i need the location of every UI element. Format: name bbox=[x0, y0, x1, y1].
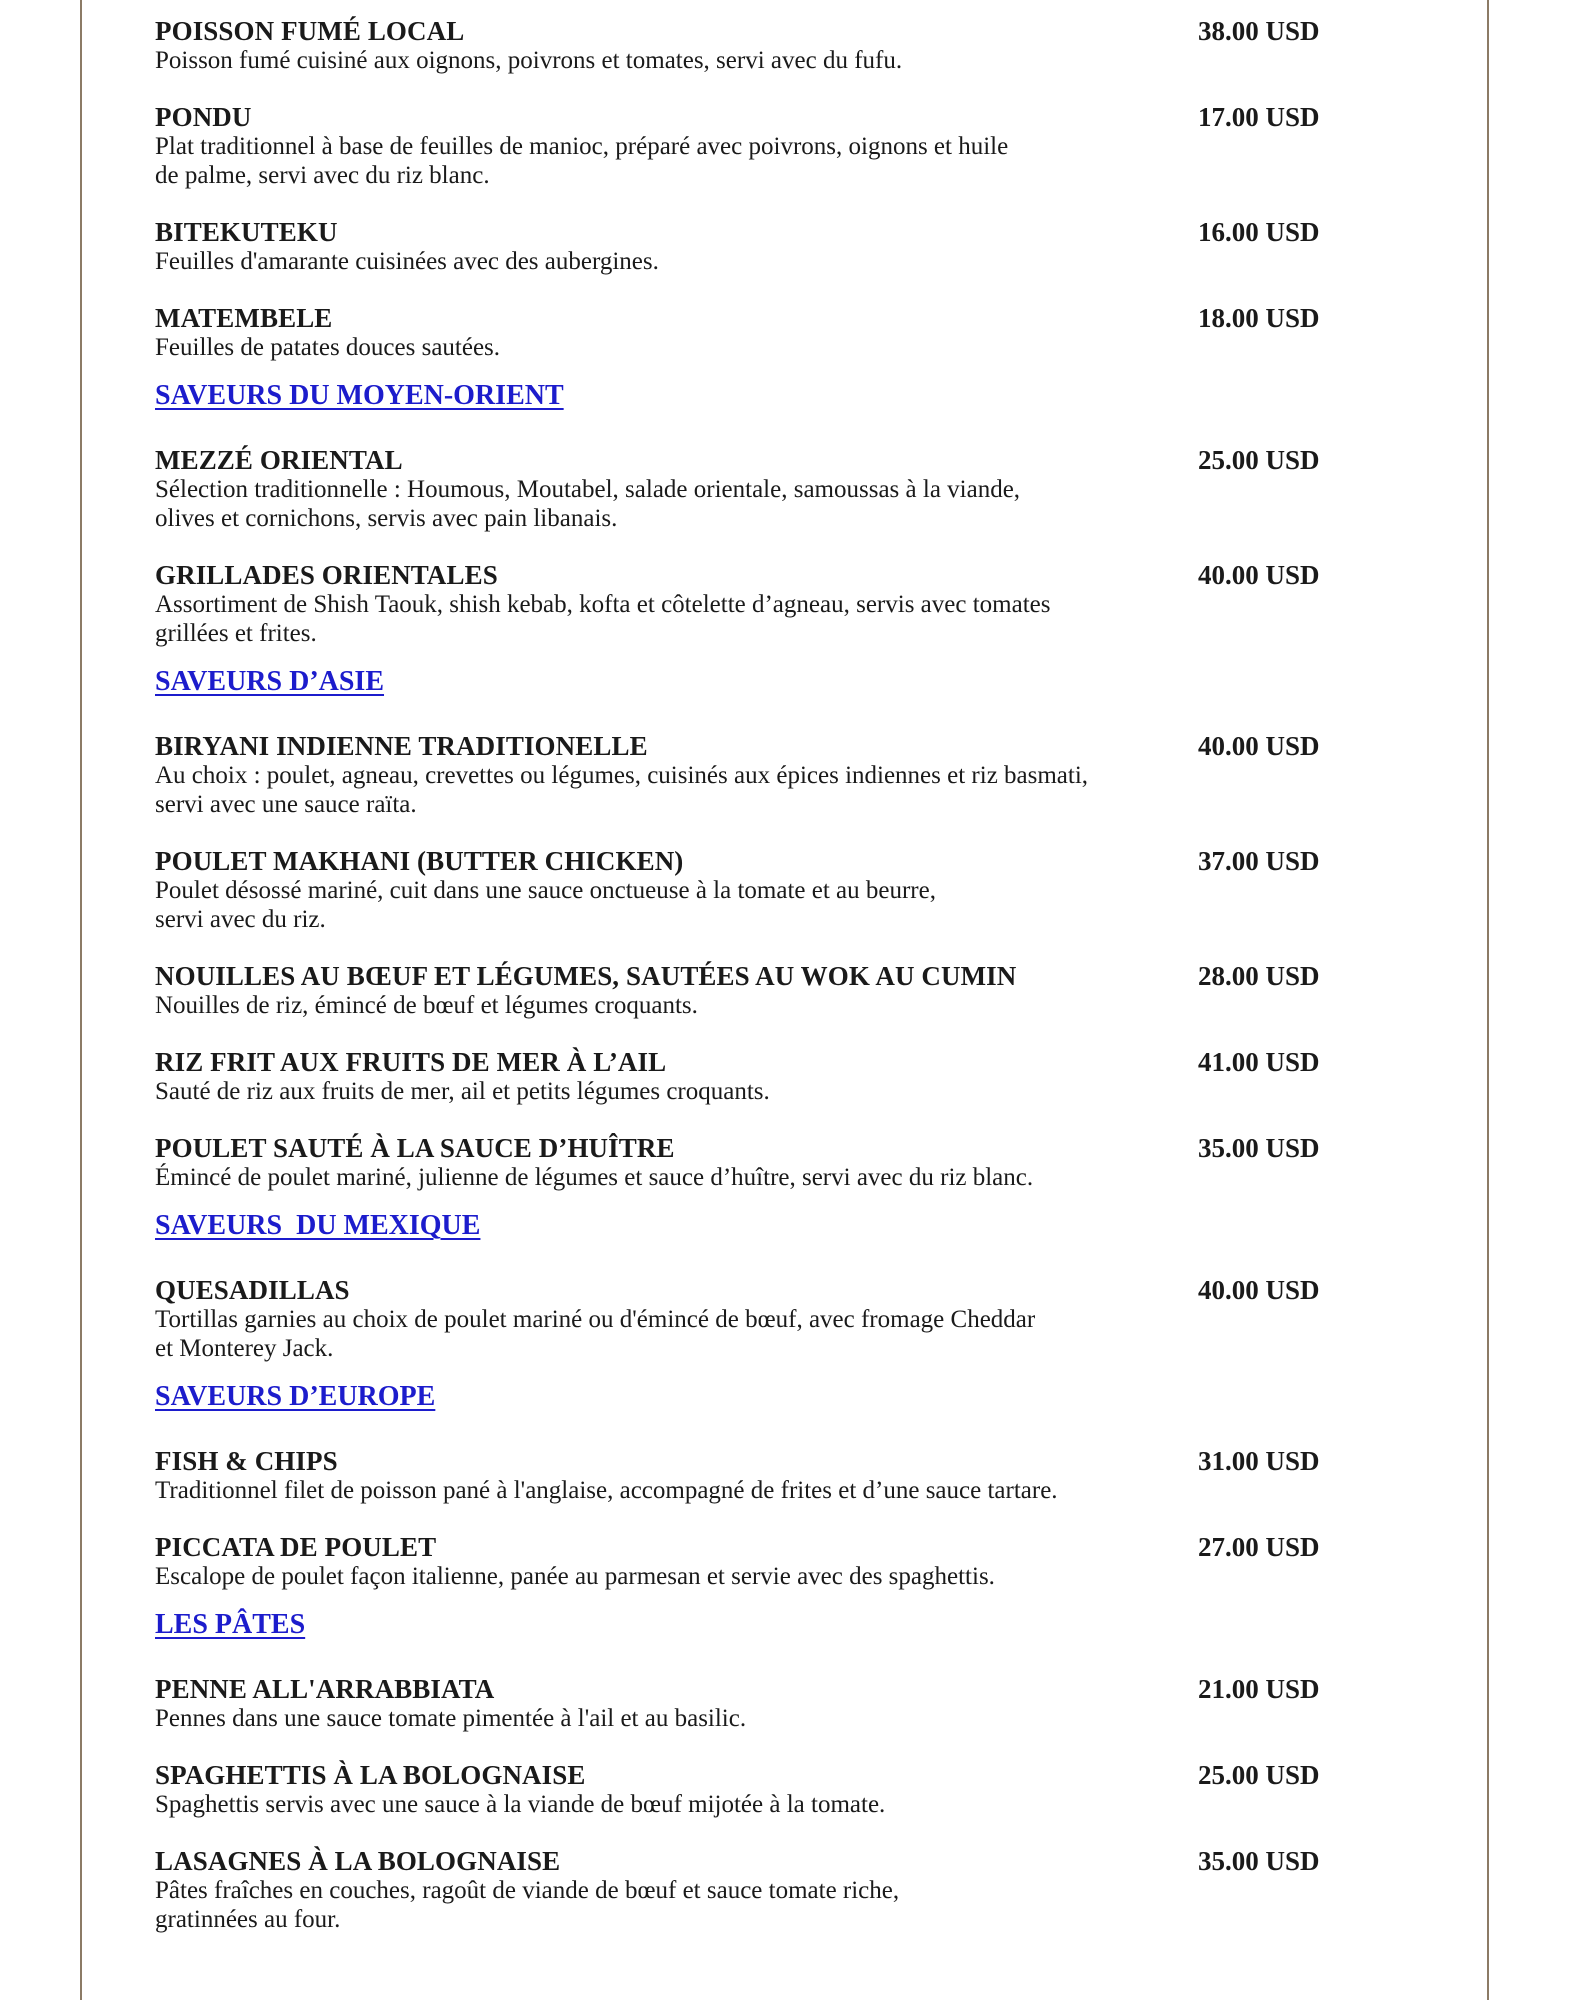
item-price: 31.00 USD bbox=[1198, 1446, 1320, 1476]
item-price: 35.00 USD bbox=[1198, 1846, 1320, 1876]
item-description: Traditionnel filet de poisson pané à l'anglaise, accompagné de frites et d’une sauce tartare. bbox=[155, 1477, 1058, 1504]
menu-item bbox=[155, 1760, 1355, 1819]
page-border-right bbox=[1487, 0, 1489, 2000]
item-description-line: Au choix : poulet, agneau, crevettes ou légumes, cuisinés aux épices indiennes et riz basmati, bbox=[155, 762, 1089, 789]
item-price: 38.00 USD bbox=[1198, 16, 1320, 46]
item-price: 27.00 USD bbox=[1198, 1532, 1320, 1562]
menu-content bbox=[155, 16, 1355, 1934]
item-name: POULET SAUTÉ À LA SAUCE D’HUÎTRE bbox=[155, 1133, 675, 1163]
item-price: 28.00 USD bbox=[1198, 961, 1320, 991]
menu-item bbox=[155, 846, 1355, 934]
menu-item bbox=[155, 217, 1355, 276]
item-description: Émincé de poulet mariné, julienne de légumes et sauce d’huître, servi avec du riz blanc. bbox=[155, 1164, 1034, 1191]
item-price: 25.00 USD bbox=[1198, 1760, 1320, 1790]
item-description-line: et Monterey Jack. bbox=[155, 1335, 334, 1362]
item-name: PICCATA DE POULET bbox=[155, 1532, 437, 1562]
item-name: LASAGNES À LA BOLOGNAISE bbox=[155, 1846, 561, 1876]
section-heading-moyen-orient: SAVEURS DU MOYEN-ORIENT bbox=[155, 380, 564, 411]
item-description-line: Poulet désossé mariné, cuit dans une sauce onctueuse à la tomate et au beurre, bbox=[155, 877, 936, 904]
item-description-line: Pâtes fraîches en couches, ragoût de viande de bœuf et sauce tomate riche, bbox=[155, 1877, 900, 1904]
item-name: MEZZÉ ORIENTAL bbox=[155, 445, 403, 475]
item-name: PONDU bbox=[155, 102, 252, 132]
item-description: Escalope de poulet façon italienne, panée au parmesan et servie avec des spaghettis. bbox=[155, 1563, 995, 1590]
page-border-left bbox=[80, 0, 82, 2000]
item-name: GRILLADES ORIENTALES bbox=[155, 560, 498, 590]
item-name: PENNE ALL'ARRABBIATA bbox=[155, 1674, 495, 1704]
item-name: RIZ FRIT AUX FRUITS DE MER À L’AIL bbox=[155, 1047, 667, 1077]
item-price: 40.00 USD bbox=[1198, 731, 1320, 761]
menu-item bbox=[155, 102, 1355, 190]
menu-item bbox=[155, 1674, 1355, 1733]
item-name: SPAGHETTIS À LA BOLOGNAISE bbox=[155, 1760, 586, 1790]
item-description: Spaghettis servis avec une sauce à la viande de bœuf mijotée à la tomate. bbox=[155, 1791, 886, 1818]
item-description-line: Tortillas garnies au choix de poulet mariné ou d'émincé de bœuf, avec fromage Cheddar bbox=[155, 1306, 1036, 1333]
item-description: Poisson fumé cuisiné aux oignons, poivrons et tomates, servi avec du fufu. bbox=[155, 47, 903, 74]
item-name: POISSON FUMÉ LOCAL bbox=[155, 16, 465, 46]
item-name: BIRYANI INDIENNE TRADITIONELLE bbox=[155, 731, 648, 761]
menu-item bbox=[155, 961, 1355, 1020]
section-heading-mexique: SAVEURS DU MEXIQUE bbox=[155, 1210, 481, 1241]
item-description-line: gratinnées au four. bbox=[155, 1906, 341, 1933]
menu-item bbox=[155, 303, 1355, 362]
item-description: Feuilles d'amarante cuisinées avec des aubergines. bbox=[155, 248, 659, 275]
item-price: 25.00 USD bbox=[1198, 445, 1320, 475]
item-description-line: de palme, servi avec du riz blanc. bbox=[155, 162, 490, 189]
item-description: Sauté de riz aux fruits de mer, ail et petits légumes croquants. bbox=[155, 1078, 770, 1105]
item-description: Nouilles de riz, émincé de bœuf et légumes croquants. bbox=[155, 992, 698, 1019]
menu-item bbox=[155, 560, 1355, 648]
menu-item bbox=[155, 1275, 1355, 1363]
item-description-line: Sélection traditionnelle : Houmous, Moutabel, salade orientale, samoussas à la viande, bbox=[155, 476, 1021, 503]
item-description-line: Plat traditionnel à base de feuilles de manioc, préparé avec poivrons, oignons et huile bbox=[155, 133, 1009, 160]
item-name: MATEMBELE bbox=[155, 303, 333, 333]
item-description-line: Assortiment de Shish Taouk, shish kebab, kofta et côtelette d’agneau, servis avec tomates bbox=[155, 591, 1051, 618]
item-description-line: servi avec du riz. bbox=[155, 906, 326, 933]
item-description-line: servi avec une sauce raïta. bbox=[155, 791, 417, 818]
menu-item bbox=[155, 1532, 1355, 1591]
item-price: 40.00 USD bbox=[1198, 1275, 1320, 1305]
menu-item bbox=[155, 731, 1355, 819]
item-price: 18.00 USD bbox=[1198, 303, 1320, 333]
item-description-line: grillées et frites. bbox=[155, 620, 317, 647]
item-price: 21.00 USD bbox=[1198, 1674, 1320, 1704]
item-price: 16.00 USD bbox=[1198, 217, 1320, 247]
menu-item bbox=[155, 16, 1355, 75]
menu-item bbox=[155, 1047, 1355, 1106]
item-price: 17.00 USD bbox=[1198, 102, 1320, 132]
item-name: NOUILLES AU BŒUF ET LÉGUMES, SAUTÉES AU WOK AU CUMIN bbox=[155, 961, 1017, 991]
section-heading-asie: SAVEURS D’ASIE bbox=[155, 666, 385, 697]
item-name: BITEKUTEKU bbox=[155, 217, 338, 247]
item-description-line: olives et cornichons, servis avec pain libanais. bbox=[155, 505, 618, 532]
item-price: 40.00 USD bbox=[1198, 560, 1320, 590]
item-price: 41.00 USD bbox=[1198, 1047, 1320, 1077]
item-name: FISH & CHIPS bbox=[155, 1446, 338, 1476]
section-heading-europe: SAVEURS D’EUROPE bbox=[155, 1381, 436, 1412]
item-description: Pennes dans une sauce tomate pimentée à l'ail et au basilic. bbox=[155, 1705, 747, 1732]
item-price: 35.00 USD bbox=[1198, 1133, 1320, 1163]
menu-item bbox=[155, 1446, 1355, 1505]
item-name: POULET MAKHANI (BUTTER CHICKEN) bbox=[155, 846, 684, 876]
menu-item bbox=[155, 1846, 1355, 1934]
item-description: Feuilles de patates douces sautées. bbox=[155, 334, 501, 361]
item-price: 37.00 USD bbox=[1198, 846, 1320, 876]
item-name: QUESADILLAS bbox=[155, 1275, 350, 1305]
menu-item bbox=[155, 1133, 1355, 1192]
section-heading-pates: LES PÂTES bbox=[155, 1609, 306, 1640]
menu-item bbox=[155, 445, 1355, 533]
